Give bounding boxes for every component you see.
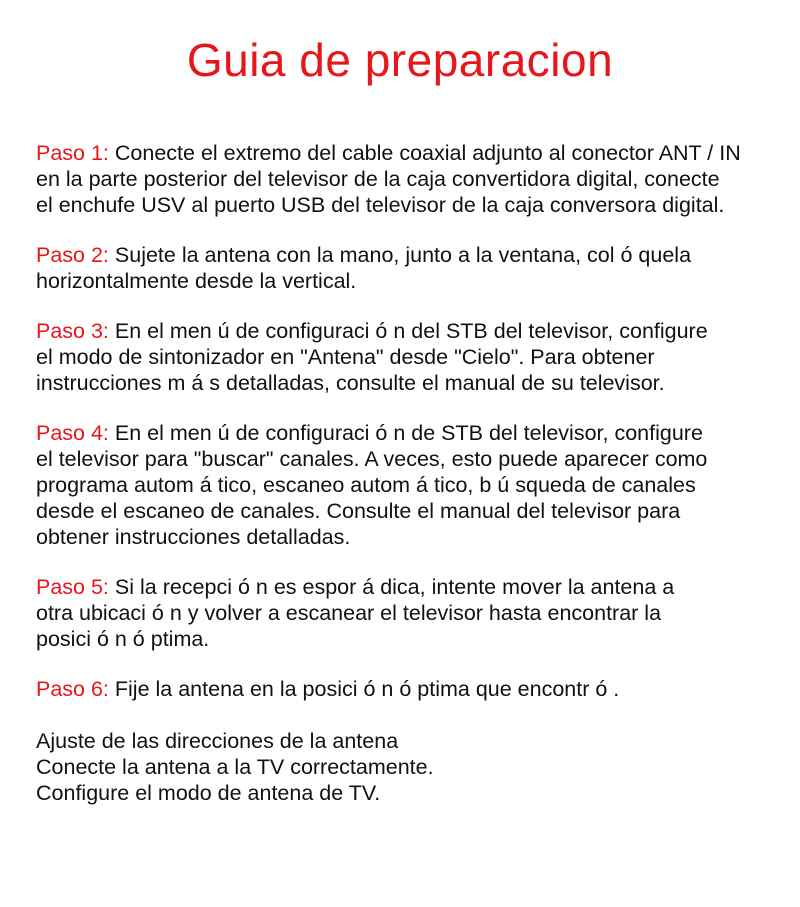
step-4 [36,420,776,550]
step-text: Conecte el extremo del cable coaxial adjunto al conector ANT / IN [108,141,741,165]
step-label: Paso 3: [36,319,109,343]
step-line: programa autom á tico, escaneo autom á tico, b ú squeda de canales [36,473,696,497]
step-line: posici ó n ó ptima. [36,627,210,651]
step-line: obtener instrucciones detalladas. [36,525,351,549]
step-line [36,242,776,268]
step-line [36,140,776,166]
page-title: Guia de preparacion [186,34,614,86]
step-line: el televisor para "buscar" canales. A veces, esto puede aparecer como [36,447,708,471]
step-line [36,676,776,702]
step-line: instrucciones m á s detalladas, consulte el manual de su televisor. [36,371,665,395]
step-label: Paso 5: [36,575,109,599]
step-label: Paso 1: [36,141,109,165]
step-line: en la parte posterior del televisor de la caja convertidora digital, conecte [36,167,720,191]
step-2 [36,242,776,294]
step-label: Paso 2: [36,243,109,267]
step-6 [36,676,776,702]
step-line: el modo de sintonizador en "Antena" desde "Cielo". Para obtener [36,345,655,369]
step-label: Paso 6: [36,677,109,701]
instructions [36,140,776,806]
step-line: horizontalmente desde la vertical. [36,269,357,293]
step-line [36,420,776,446]
note-line: Conecte la antena a la TV correctamente. [36,755,434,779]
step-3 [36,318,776,396]
note-line: Configure el modo de antena de TV. [36,781,381,805]
step-text: En el men ú de configuraci ó n del STB del televisor, configure [108,319,708,343]
step-line: el enchufe USV al puerto USB del televisor de la caja conversora digital. [36,193,725,217]
step-line [36,318,776,344]
step-text: Fije la antena en la posici ó n ó ptima que encontr ó . [108,677,620,701]
summary-notes [36,728,776,806]
step-text: Sujete la antena con la mano, junto a la ventana, col ó quela [108,243,692,267]
step-5 [36,574,776,652]
step-text: En el men ú de configuraci ó n de STB del televisor, configure [108,421,703,445]
step-1 [36,140,776,218]
step-line: desde el escaneo de canales. Consulte el manual del televisor para [36,499,681,523]
step-label: Paso 4: [36,421,109,445]
step-text: Si la recepci ó n es espor á dica, intente mover la antena a [108,575,675,599]
step-line [36,574,776,600]
note-line: Ajuste de las direcciones de la antena [36,729,399,753]
step-line: otra ubicaci ó n y volver a escanear el televisor hasta encontrar la [36,601,662,625]
